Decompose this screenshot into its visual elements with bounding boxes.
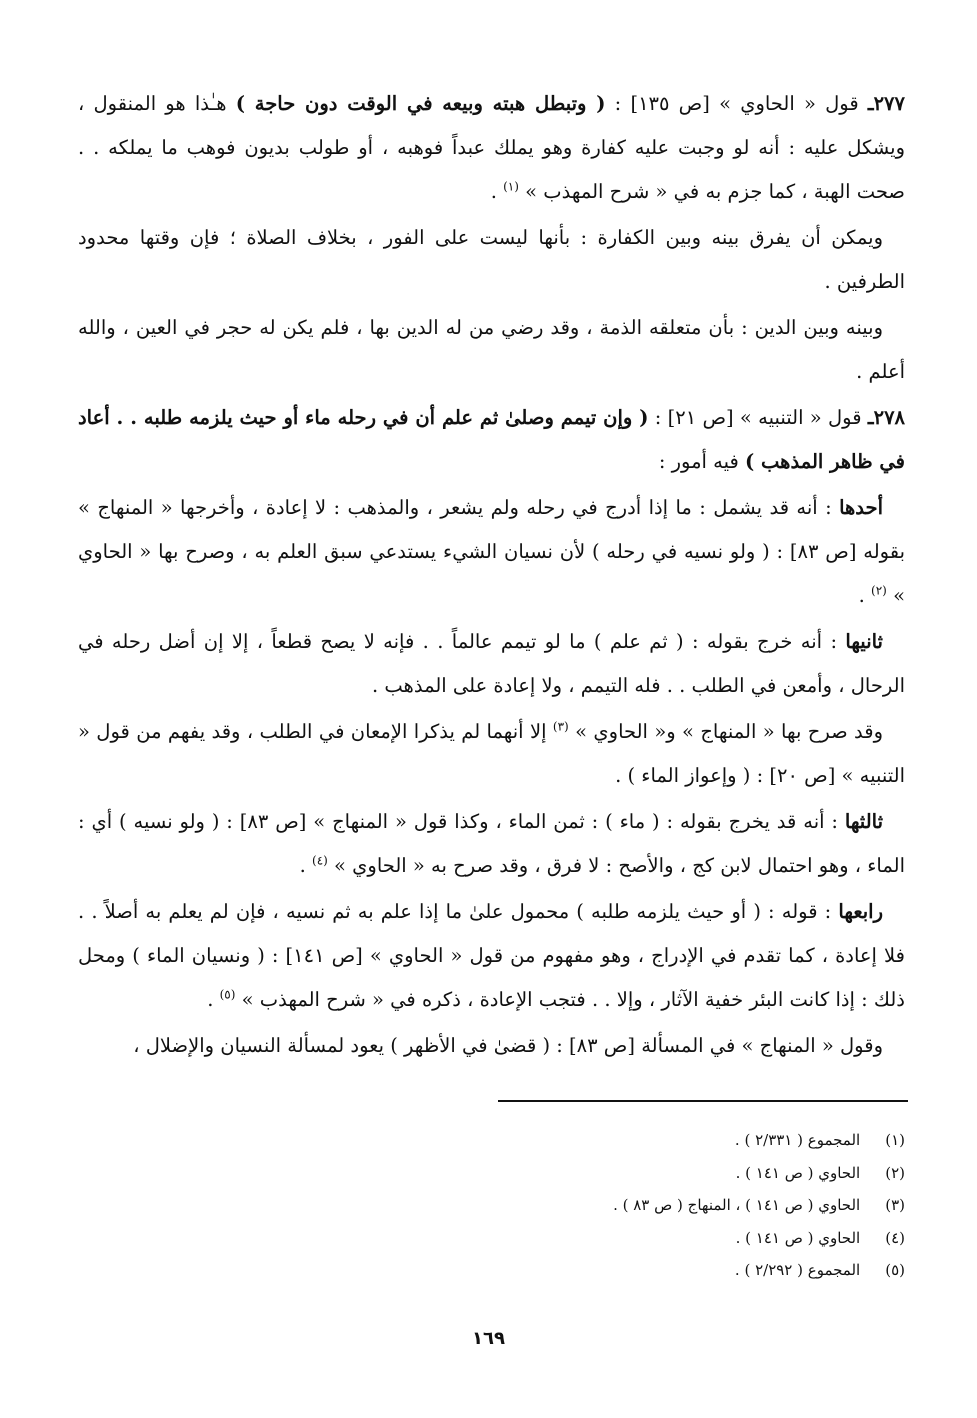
footnote-number: (٣)	[885, 1196, 905, 1214]
paragraph-fourth-point	[78, 890, 905, 1022]
point-label: رابعها	[838, 900, 883, 923]
footnote-number: (٥)	[885, 1261, 905, 1279]
page-number: ١٦٩	[472, 1328, 505, 1349]
footnote-item	[305, 1222, 905, 1255]
paragraph-lead: قول « الحاوي » [ص ١٣٥] :	[605, 92, 859, 115]
paragraph-text: : أنه خرج بقوله : ( ثم علم ) ما لو تيمم عالماً . . فإنه لا يصح قطعاً ، إلا إن أضل رحله في الرحال ، وأمعن في الطلب . . فله التيمم ، ولا إعادة على المذهب .	[78, 630, 905, 697]
paragraph	[78, 216, 905, 304]
paragraph	[78, 1024, 905, 1068]
footnote-ref[interactable]: (٣)	[552, 719, 569, 734]
paragraph-end: .	[858, 584, 865, 607]
paragraph-third-point	[78, 800, 905, 888]
issue-number: ٢٧٨ـ	[867, 406, 906, 429]
footnote-ref[interactable]: (٢)	[871, 583, 887, 598]
footnote-text: الحاوي ( ص ١٤١ ) .	[735, 1163, 861, 1182]
paragraph-text: ويمكن أن يفرق بينه وبين الكفارة : بأنها ليست على الفور ، بخلاف الصلاة ؛ فإن وقتها محدود الطرفين .	[78, 226, 905, 293]
footnote-ref[interactable]: (١)	[503, 179, 519, 194]
paragraph-end: .	[490, 180, 497, 203]
footnotes	[305, 1124, 905, 1287]
footnote-item	[305, 1124, 905, 1157]
footnote-divider	[498, 1100, 908, 1102]
paragraph-277	[78, 82, 905, 214]
paragraph-end: إلا أنهما لم يذكرا الإمعان في الطلب ، وقد يفهم من قول « التنبيه » [ص ٢٠] : ( وإعواز الماء ) .	[78, 720, 905, 787]
paragraph-text: : أنه قد يخرج بقوله : ( ماء ) : ثمن الماء ، وكذا قول « المنهاج » [ص ٨٣] : ( ولو نسيه ) أي : الماء ، وهو احتمال لابن كج ، والأصح : لا فرق ، وقد صرح به « الحاوي »	[78, 810, 905, 877]
paragraph-end: .	[299, 854, 306, 877]
quoted-text: ( وتبطل هبته وبيعه في الوقت دون حاجة )	[235, 92, 606, 115]
footnote-ref[interactable]: (٤)	[312, 853, 328, 868]
paragraph-second-point	[78, 620, 905, 708]
paragraph-text: هـٰذا هو المنقول ، ويشكل عليه : أنه لو وجبت عليه كفارة وهو يملك عبداً فوهبه ، أو طولب بديون فوهب ما يملكه . . صحت الهبة ، كما جزم به في « شرح المهذب »	[78, 92, 905, 203]
footnote-text: الحاوي ( ص ١٤١ ) ، المنهاج ( ص ٨٣ ) .	[613, 1196, 861, 1214]
paragraph-text: وبينه وبين الدين : بأن متعلقه الذمة ، وقد رضي من له الدين بها ، فلم يكن له حجر في العين ، والله أعلم .	[78, 316, 905, 383]
issue-number: ٢٧٧ـ	[867, 92, 905, 115]
footnote-text: الحاوي ( ص ١٤١ ) .	[735, 1228, 861, 1247]
footnote-ref[interactable]: (٥)	[219, 987, 236, 1002]
paragraph-text: وقد صرح بها « المنهاج » و« الحاوي »	[575, 720, 883, 743]
quoted-text: ( وإن تيمم وصلىٰ ثم علم أن في رحله ماء أو حيث يلزمه طلبه . . أعاد في ظاهر المذهب )	[78, 406, 905, 473]
point-label: ثالثها	[844, 810, 883, 833]
paragraph	[78, 306, 905, 394]
point-label: ثانيها	[845, 630, 883, 653]
footnote-text: المجموع ( ٢/٢٩٢ ) .	[734, 1261, 861, 1279]
footnote-text: المجموع ( ٢/٣٣١ ) .	[734, 1131, 861, 1149]
paragraph-278	[78, 396, 905, 484]
footnote-item	[305, 1254, 905, 1287]
paragraph	[78, 710, 905, 798]
footnote-item	[305, 1189, 905, 1222]
paragraph-text: : قوله : ( أو حيث يلزمه طلبه ) محمول علىٰ ما إذا علم به ثم نسيه ، فإن لم يعلم به أصلاً . . فلا إعادة ، كما تقدم في الإدراج ، وهو مفهوم من قول « الحاوي » [ص ١٤١] : ( ونسيان الماء ) ومحل ذلك : إذا كانت البئر خفية الآثار ، وإلا . . فتجب الإعادة ، ذكره في « شرح المهذب »	[78, 900, 905, 1011]
paragraph-end: .	[207, 988, 214, 1011]
paragraph-first-point	[78, 486, 905, 618]
paragraph-text: : أنه قد يشمل : ما إذا أدرج في رحله ولم يشعر ، والمذهب : لا إعادة ، وأخرجها « المنهاج » بقوله [ص ٨٣] : ( ولو نسيه في رحله ) لأن نسيان الشيء يستدعي سبق العلم به ، وصرح بها « الحاوي »	[78, 496, 906, 607]
point-label: أحدها	[839, 496, 883, 519]
main-text	[78, 82, 905, 1068]
paragraph-text: فيه أمور :	[658, 450, 739, 473]
footnote-number: (١)	[885, 1131, 905, 1149]
footnote-number: (٢)	[885, 1163, 905, 1182]
footnote-item	[305, 1157, 905, 1190]
footnote-number: (٤)	[885, 1228, 905, 1247]
paragraph-lead: قول « التنبيه » [ص ٢١] :	[648, 406, 862, 429]
paragraph-text: وقول « المنهاج » في المسألة [ص ٨٣] : ( قضىٰ في الأظهر ) يعود لمسألة النسيان والإضلال ،	[133, 1034, 883, 1057]
